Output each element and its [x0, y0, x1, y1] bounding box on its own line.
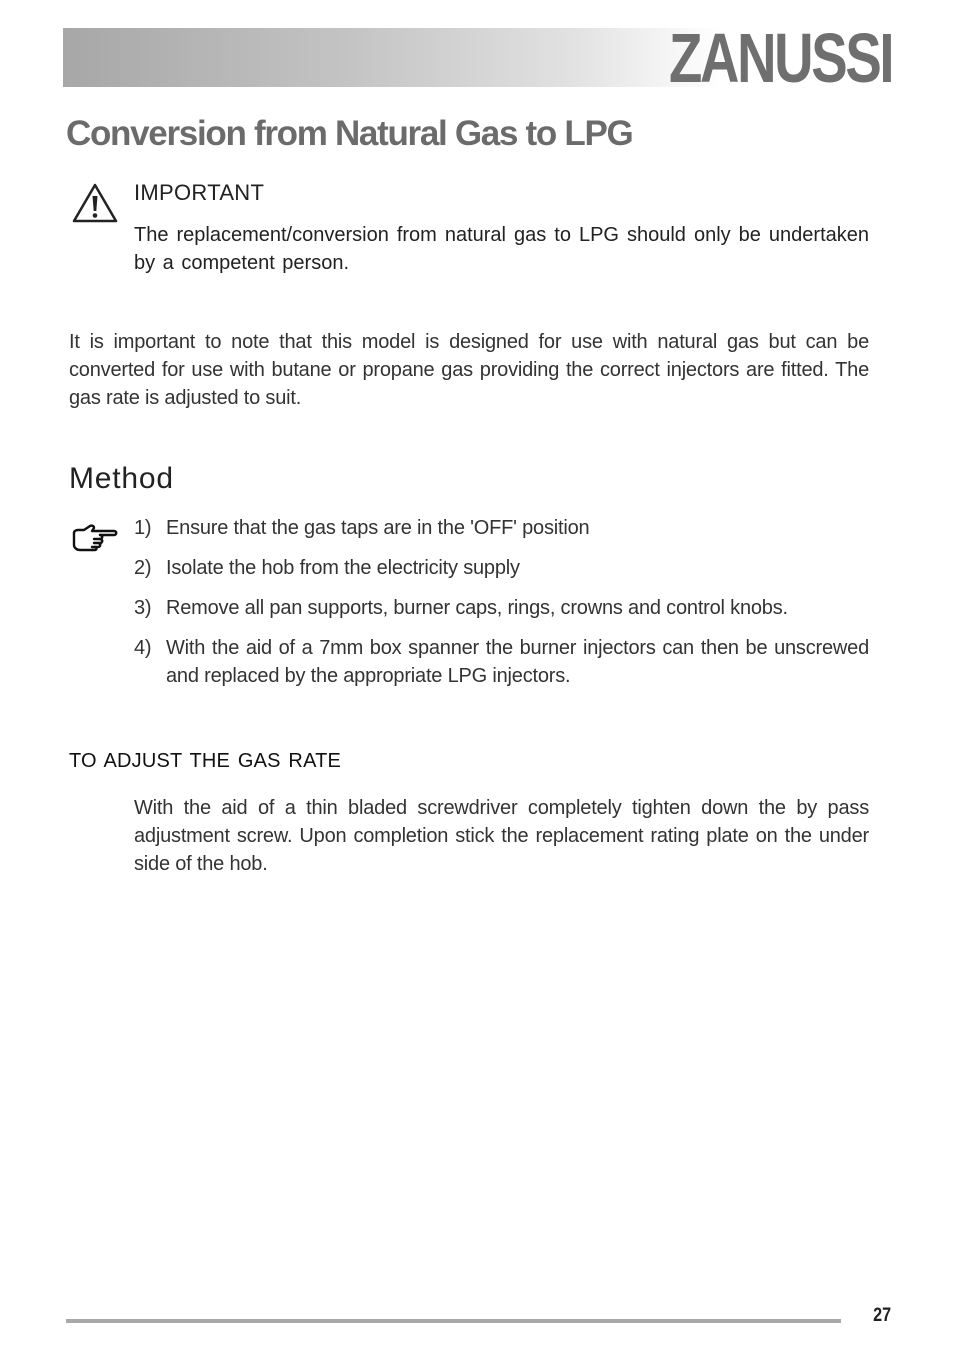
step-text: Remove all pan supports, burner caps, rings, crowns and control knobs.: [166, 597, 788, 619]
method-step: [134, 594, 869, 622]
step-number: 4): [134, 637, 152, 659]
footer-divider: [66, 1319, 841, 1323]
method-steps: [134, 514, 869, 702]
method-step: [134, 554, 869, 582]
adjust-gas-rate-heading: TO ADJUST THE GAS RATE: [69, 750, 342, 772]
method-heading: Method: [69, 462, 174, 495]
step-number: 3): [134, 597, 152, 619]
adjust-gas-rate-paragraph: With the aid of a thin bladed screwdriver completely tighten down the by pass adjustment screw. Upon completion stick the replacement rating plate on the under side of the hob.: [134, 797, 869, 875]
method-step: [134, 514, 869, 542]
method-step: [134, 634, 869, 690]
step-text: Ensure that the gas taps are in the 'OFF' position: [166, 517, 590, 539]
intro-paragraph: It is important to note that this model is designed for use with natural gas but can be converted for use with butane or propane gas providing the correct injectors are fitted. The gas rate is adjusted to suit.: [69, 331, 869, 409]
step-number: 2): [134, 557, 152, 579]
important-notice: The replacement/conversion from natural gas to LPG should only be undertaken by a competent person.: [134, 224, 869, 274]
brand-logo: ZANUSSI: [668, 19, 892, 97]
page-title: Conversion from Natural Gas to LPG: [66, 114, 633, 153]
step-text: With the aid of a 7mm box spanner the burner injectors can then be unscrewed and replaced by the appropriate LPG injectors.: [166, 637, 869, 687]
pointing-hand-icon: [70, 522, 120, 554]
step-text: Isolate the hob from the electricity supply: [166, 557, 520, 579]
page-number: 27: [873, 1305, 891, 1326]
warning-triangle-icon: [71, 182, 119, 224]
important-heading: IMPORTANT: [134, 180, 265, 205]
step-number: 1): [134, 517, 152, 539]
